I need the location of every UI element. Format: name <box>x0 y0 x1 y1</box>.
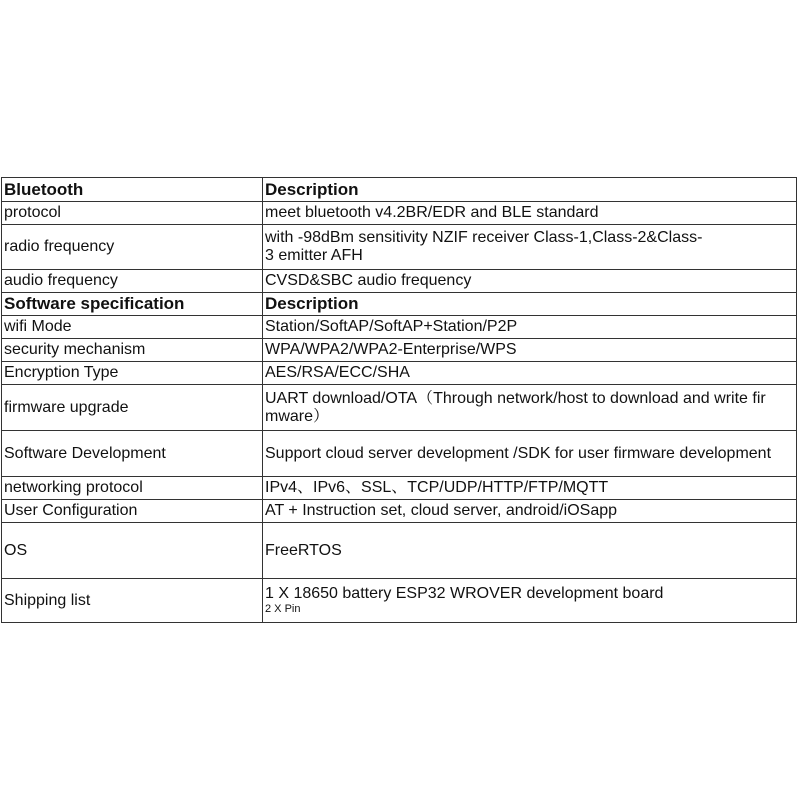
software-header: Software specification <box>2 293 263 316</box>
row-value: AES/RSA/ECC/SHA <box>263 362 797 385</box>
row-label: OS <box>2 523 263 579</box>
table-row <box>2 431 797 477</box>
row-label: Shipping list <box>2 579 263 623</box>
bluetooth-description-header: Description <box>263 178 797 202</box>
row-label: wifi Mode <box>2 316 263 339</box>
table-row <box>2 523 797 579</box>
row-value: CVSD&SBC audio frequency <box>263 270 797 293</box>
row-value: AT + Instruction set, cloud server, android/iOSapp <box>263 500 797 523</box>
table-row <box>2 339 797 362</box>
bluetooth-header-row <box>2 178 797 202</box>
row-value: Support cloud server development /SDK for user firmware development <box>263 431 797 477</box>
table-row <box>2 579 797 623</box>
row-label: Encryption Type <box>2 362 263 385</box>
row-label: audio frequency <box>2 270 263 293</box>
row-value: Station/SoftAP/SoftAP+Station/P2P <box>263 316 797 339</box>
row-label: Software Development <box>2 431 263 477</box>
row-value: with -98dBm sensitivity NZIF receiver Class-1,Class-2&Class- 3 emitter AFH <box>263 225 797 270</box>
table-row <box>2 316 797 339</box>
row-value: UART download/OTA（Through network/host to download and write fir mware） <box>263 385 797 431</box>
row-label: User Configuration <box>2 500 263 523</box>
table-row <box>2 477 797 500</box>
row-value: WPA/WPA2/WPA2-Enterprise/WPS <box>263 339 797 362</box>
row-value: IPv4、IPv6、SSL、TCP/UDP/HTTP/FTP/MQTT <box>263 477 797 500</box>
row-value: meet bluetooth v4.2BR/EDR and BLE standard <box>263 202 797 225</box>
table-row <box>2 385 797 431</box>
row-label: radio frequency <box>2 225 263 270</box>
table-row <box>2 500 797 523</box>
table-row <box>2 225 797 270</box>
row-value: FreeRTOS <box>263 523 797 579</box>
table-row <box>2 202 797 225</box>
spec-table <box>1 177 797 623</box>
row-label: protocol <box>2 202 263 225</box>
table-row <box>2 270 797 293</box>
software-header-row <box>2 293 797 316</box>
software-description-header: Description <box>263 293 797 316</box>
row-value: 1 X 18650 battery ESP32 WROVER development board 2 X Pin <box>263 579 797 623</box>
bluetooth-header: Bluetooth <box>2 178 263 202</box>
row-label: firmware upgrade <box>2 385 263 431</box>
table-row <box>2 362 797 385</box>
row-label: security mechanism <box>2 339 263 362</box>
row-label: networking protocol <box>2 477 263 500</box>
